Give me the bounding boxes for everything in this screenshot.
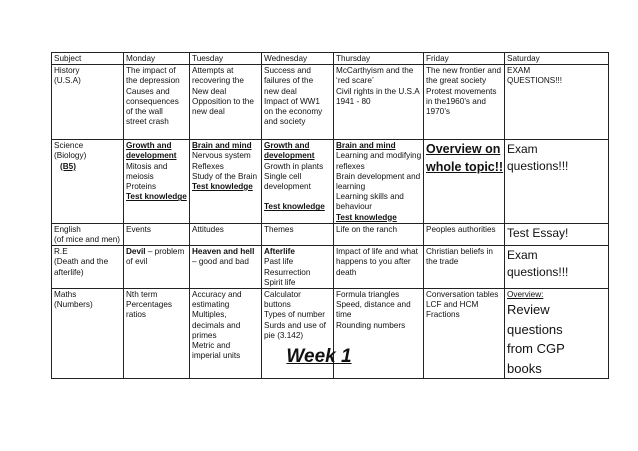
cell-history-tuesday [190, 65, 262, 140]
cell-line-rest: – problem [145, 247, 185, 257]
cell-line: The impact of [126, 66, 176, 76]
cell-line: History [54, 66, 80, 76]
cell-line: and society [264, 117, 306, 127]
cell-line: (Numbers) [54, 300, 93, 310]
cell-line: questions!!! [507, 159, 569, 174]
cell-line: Conversation tables [426, 290, 499, 300]
cell-line: R.E [54, 247, 68, 257]
cell-line: QUESTIONS!!! [507, 76, 563, 86]
cell-line: from CGP [507, 341, 565, 357]
cell-line: Exam [507, 248, 538, 263]
cell-line: 1970’s [426, 107, 450, 117]
cell-line: Brain development and [336, 171, 421, 181]
table-row-science [52, 140, 609, 224]
cell-line: – good and bad [192, 257, 249, 267]
cell-line: Overview on [426, 142, 501, 157]
cell-line: Growth and [264, 141, 310, 151]
cell-line: Civil rights in the U.S.A [336, 86, 420, 96]
cell-line: of the wall [126, 107, 163, 117]
cell-line: Brain and mind [192, 141, 252, 151]
cell-line: of evil [126, 257, 148, 267]
cell-line: Calculator [264, 290, 301, 300]
cell-line: Test Essay! [507, 225, 569, 240]
header-friday: Friday [424, 53, 505, 65]
cell-history-subject [52, 65, 124, 140]
cell-history-saturday [505, 65, 609, 140]
cell-line: new deal [192, 107, 225, 117]
cell-line: LCF and HCM [426, 300, 479, 310]
cell-line: development [264, 182, 311, 192]
cell-line: Events [126, 224, 152, 234]
cell-line: Test knowledge [192, 182, 253, 192]
cell-line-emphasis: Devil [126, 247, 146, 257]
cell-re-friday [424, 246, 505, 289]
cell-line: the trade [426, 257, 459, 267]
table-row-re [52, 246, 609, 289]
cell-line: development [264, 151, 315, 161]
cell-line: Success and [264, 66, 311, 76]
cell-line: Attitudes [192, 224, 224, 234]
cell-line: estimating [192, 300, 230, 310]
cell-line: in the1960’s and [426, 96, 486, 106]
cell-english-thursday [334, 223, 424, 245]
cell-line: development [126, 151, 177, 161]
cell-line: pie (3.142) [264, 330, 304, 340]
cell-line: Past life [264, 257, 294, 267]
cell-history-friday [424, 65, 505, 140]
cell-line: Resurrection [264, 267, 311, 277]
cell-line: meiosis [126, 171, 154, 181]
cell-line: Nervous system [192, 151, 251, 161]
cell-line: Protest movements [426, 86, 497, 96]
cell-line: primes [192, 330, 217, 340]
table-row-english [52, 223, 609, 245]
cell-line: recovering the [192, 76, 244, 86]
cell-line: Multiples, [192, 310, 227, 320]
cell-line: questions [507, 321, 563, 337]
cell-science-saturday [505, 140, 609, 224]
cell-line: Afterlife [264, 247, 295, 257]
cell-line: the depression [126, 76, 180, 86]
cell-re-tuesday [190, 246, 262, 289]
cell-re-wednesday [262, 246, 334, 289]
cell-line: street crash [126, 117, 169, 127]
cell-line: ratios [126, 310, 147, 320]
cell-science-wednesday [262, 140, 334, 224]
cell-science-friday [424, 140, 505, 224]
cell-line: (B5) [60, 161, 76, 171]
cell-line: on the economy [264, 107, 323, 117]
cell-science-monday [124, 140, 190, 224]
cell-line: decimals and [192, 320, 241, 330]
header-subject: Subject [52, 53, 124, 65]
cell-line: the great society [426, 76, 487, 86]
cell-line: Accuracy and [192, 290, 242, 300]
cell-science-tuesday [190, 140, 262, 224]
timetable-body [52, 65, 609, 379]
cell-history-thursday [334, 65, 424, 140]
cell-line: Rounding numbers [336, 320, 406, 330]
cell-line: (U.S.A) [54, 76, 81, 86]
cell-line: Metric and [192, 341, 231, 351]
cell-line: (Death and the [54, 257, 109, 267]
cell-line: Exam [507, 142, 538, 157]
cell-english-friday [424, 223, 505, 245]
cell-line: Peoples authorities [426, 224, 496, 234]
cell-english-saturday [505, 223, 609, 245]
cell-line: whole topic!! [426, 159, 504, 174]
cell-line: Heaven and hell [192, 247, 255, 257]
cell-line: Test knowledge [336, 212, 397, 222]
cell-history-wednesday [262, 65, 334, 140]
cell-line: Nth term [126, 290, 158, 300]
header-saturday: Saturday [505, 53, 609, 65]
cell-line: (Biology) [54, 151, 87, 161]
cell-line: McCarthyism and the [336, 66, 414, 76]
header-row [52, 53, 609, 65]
cell-line: afterlife) [54, 267, 84, 277]
cell-line: Science [54, 141, 84, 151]
timetable [51, 52, 609, 379]
cell-re-monday [124, 246, 190, 289]
cell-line: Christian beliefs in [426, 247, 493, 257]
week-title: Week 1 [286, 346, 352, 367]
cell-science-thursday [334, 140, 424, 224]
cell-line: Growth and [126, 141, 172, 151]
cell-science-subject [52, 140, 124, 224]
cell-line: Learning and modifying [336, 151, 422, 161]
header-wednesday: Wednesday [262, 53, 334, 65]
cell-line: learning [336, 182, 366, 192]
cell-line: Life on the ranch [336, 224, 397, 234]
cell-line: Test knowledge [126, 192, 187, 202]
cell-re-thursday [334, 246, 424, 289]
header-monday: Monday [124, 53, 190, 65]
cell-line: behaviour [336, 202, 372, 212]
cell-line: Percentages [126, 300, 172, 310]
cell-line: Study of the Brain [192, 171, 258, 181]
table-row-history [52, 65, 609, 140]
cell-line: Test knowledge [264, 202, 325, 212]
cell-line: Mitosis and [126, 161, 168, 171]
cell-line: The new frontier and [426, 66, 502, 76]
cell-line: happens to you after [336, 257, 411, 267]
cell-line: Themes [264, 224, 294, 234]
cell-line: imperial units [192, 351, 241, 361]
cell-line [264, 192, 331, 202]
cell-line: Overview: [507, 290, 544, 300]
cell-english-monday [124, 223, 190, 245]
cell-line: Types of number [264, 310, 325, 320]
cell-english-tuesday [190, 223, 262, 245]
cell-line: time [336, 310, 352, 320]
cell-line [126, 247, 187, 257]
cell-english-subject [52, 223, 124, 245]
cell-line: Impact of life and what [336, 247, 418, 257]
cell-line: Maths [54, 290, 77, 300]
cell-english-wednesday [262, 223, 334, 245]
cell-line: consequences [126, 96, 179, 106]
cell-line: questions!!! [507, 265, 569, 280]
cell-line: Speed, distance and [336, 300, 411, 310]
cell-re-saturday [505, 246, 609, 289]
cell-line: Attempts at [192, 66, 234, 76]
cell-line: Review [507, 302, 550, 318]
cell-re-subject [52, 246, 124, 289]
cell-line: ‘red scare’ [336, 76, 374, 86]
cell-line: Brain and mind [336, 141, 396, 151]
cell-line: English [54, 224, 81, 234]
cell-line: (of mice and men) [54, 235, 120, 245]
cell-line: death [336, 267, 357, 277]
cell-line: Proteins [126, 182, 157, 192]
cell-line: Causes and [126, 86, 170, 96]
header-tuesday: Tuesday [190, 53, 262, 65]
cell-line: failures of the [264, 76, 314, 86]
cell-line: EXAM [507, 66, 531, 76]
cell-line: books [507, 360, 542, 376]
cell-line: New deal [192, 86, 227, 96]
cell-history-monday [124, 65, 190, 140]
cell-line: Learning skills and [336, 192, 404, 202]
cell-line: new deal [264, 86, 297, 96]
cell-line: Impact of WW1 [264, 96, 320, 106]
cell-line: 1941 - 80 [336, 96, 371, 106]
header-thursday: Thursday [334, 53, 424, 65]
cell-line: Reflexes [192, 161, 224, 171]
cell-line: Spirit life [264, 277, 296, 287]
cell-line: buttons [264, 300, 291, 310]
cell-line: reflexes [336, 161, 365, 171]
cell-line: Opposition to the [192, 96, 254, 106]
cell-line: Single cell [264, 171, 302, 181]
cell-line: Surds and use of [264, 320, 326, 330]
cell-line: Fractions [426, 310, 460, 320]
cell-line: Formula triangles [336, 290, 400, 300]
cell-line: Growth in plants [264, 161, 324, 171]
